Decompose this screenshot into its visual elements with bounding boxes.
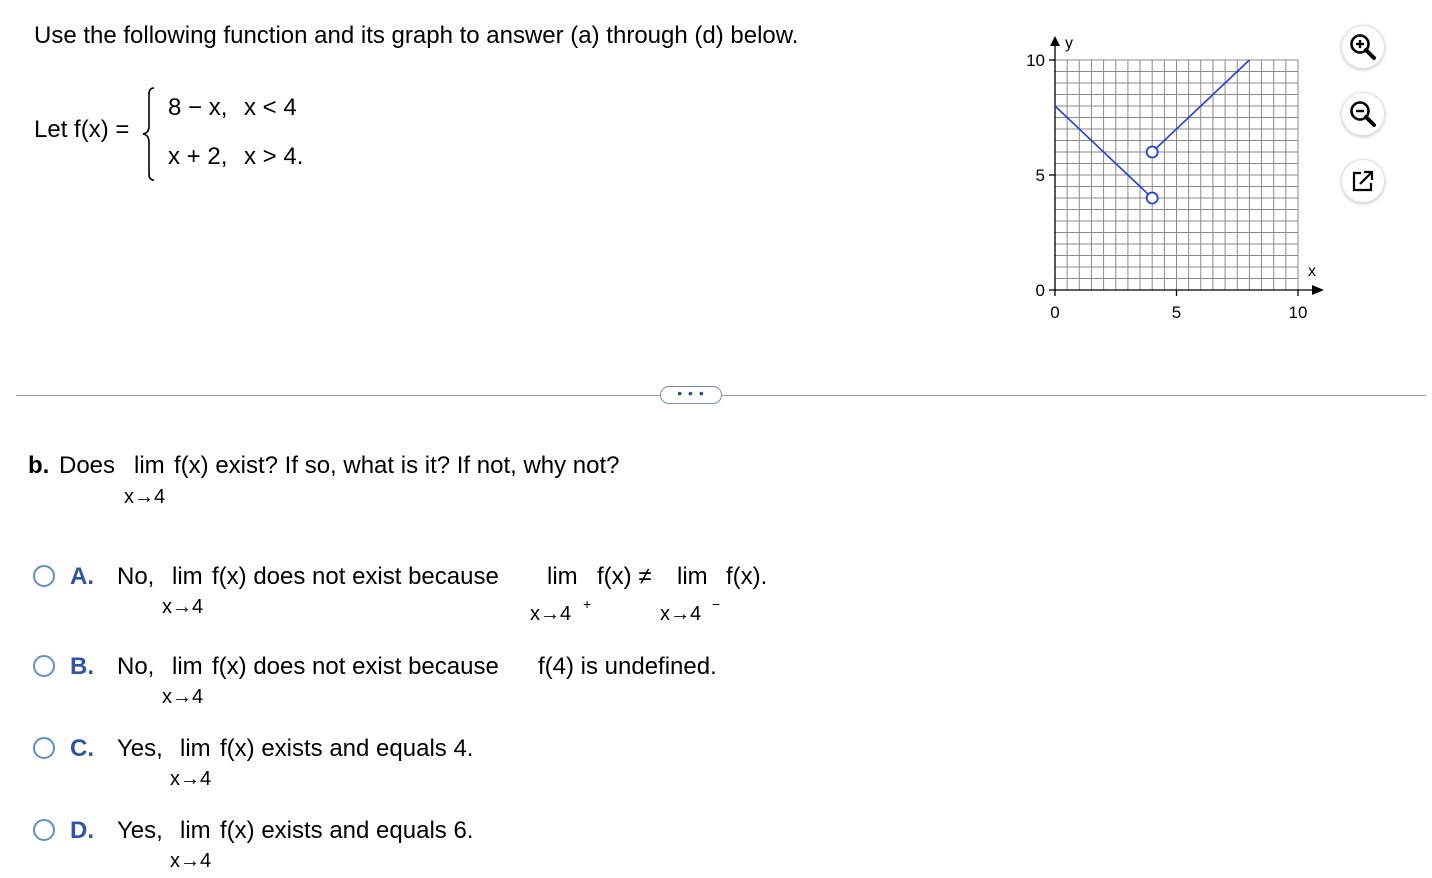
- option-c-text: f(x) exists and equals 4.: [220, 735, 474, 762]
- question-text1: Does: [59, 452, 116, 479]
- option-b-lim: lim: [172, 653, 203, 680]
- option-b-post: f(4) is undefined.: [538, 653, 717, 680]
- pop-out-button[interactable]: [1342, 160, 1384, 202]
- option-d-text: f(x) exists and equals 6.: [220, 817, 474, 844]
- x-tick-label: 10: [1288, 303, 1308, 322]
- brace-icon: [140, 86, 160, 182]
- option-c-lim: lim: [180, 735, 211, 762]
- option-c-radio[interactable]: [33, 737, 55, 759]
- y-tick-label: 10: [1026, 51, 1045, 70]
- option-d-lim: lim: [180, 817, 211, 844]
- option-d-lim-sub: x→4: [170, 850, 212, 872]
- option-b-lim-sub: x→4: [162, 686, 204, 708]
- zoom-in-icon: [1348, 32, 1378, 62]
- option-d-radio[interactable]: [33, 819, 55, 841]
- question-part: [28, 452, 49, 480]
- graph-axes: [1049, 36, 1324, 296]
- option-b-text: f(x) does not exist because: [212, 653, 499, 680]
- option-c-lim-sub: x→4: [170, 768, 212, 790]
- option-d-letter: D.: [70, 817, 94, 844]
- function-graph: [1000, 24, 1340, 330]
- option-a-text: f(x) does not exist because: [212, 563, 499, 590]
- option-b-letter: B.: [70, 653, 94, 680]
- piece1-expr: 8 − x,: [168, 94, 228, 121]
- piece2-cond: x > 4.: [244, 143, 304, 170]
- x-axis-arrow: [1312, 285, 1324, 295]
- option-a-lim: lim: [172, 563, 203, 590]
- option-a-lim3-sub: x→4: [660, 603, 702, 625]
- option-a-lim2: lim: [547, 563, 578, 590]
- y-tick-label: 5: [1035, 166, 1045, 185]
- option-a-lim2-expr: f(x) ≠: [597, 563, 652, 590]
- option-a-pre: No,: [117, 563, 155, 590]
- more-button[interactable]: • • •: [660, 386, 722, 404]
- option-a-lim3-sup: −: [712, 596, 721, 612]
- open-point-1: [1147, 193, 1158, 204]
- y-tick-label: 0: [1035, 281, 1045, 300]
- graph-grid: [1055, 60, 1298, 290]
- zoom-out-icon: [1348, 99, 1378, 129]
- option-a-lim-sub: x→4: [162, 596, 204, 618]
- y-axis-arrow: [1050, 36, 1060, 46]
- pop-out-icon: [1350, 168, 1376, 194]
- zoom-in-button[interactable]: [1342, 26, 1384, 68]
- y-axis-label: y: [1065, 35, 1073, 52]
- option-a-letter: A.: [70, 563, 94, 590]
- question-lim: lim: [134, 452, 165, 479]
- option-b-radio[interactable]: [33, 655, 55, 677]
- option-a-lim2-sup: +: [583, 596, 592, 612]
- option-a-radio[interactable]: [33, 565, 55, 587]
- option-a-lim3: lim: [677, 563, 708, 590]
- piece2-expr: x + 2,: [168, 143, 228, 170]
- option-c-pre: Yes,: [117, 735, 163, 762]
- option-a-lim3-expr: f(x).: [726, 563, 768, 590]
- option-c-letter: C.: [70, 735, 94, 762]
- piece1-cond: x < 4: [244, 94, 297, 121]
- x-axis-label: x: [1308, 263, 1316, 280]
- x-tick-label: 0: [1050, 303, 1060, 322]
- option-d-pre: Yes,: [117, 817, 163, 844]
- x-tick-label: 5: [1171, 303, 1182, 322]
- option-b-pre: No,: [117, 653, 155, 680]
- question-part-label: b.: [28, 452, 50, 479]
- option-a-lim2-sub: x→4: [530, 603, 572, 625]
- zoom-out-button[interactable]: [1342, 93, 1384, 135]
- open-point-2: [1147, 147, 1158, 158]
- question-lim-sub: x→4: [124, 486, 166, 508]
- question-text2: f(x) exist? If so, what is it? If not, why not?: [174, 452, 620, 479]
- intro-text: Use the following function and its graph to answer (a) through (d) below.: [34, 22, 799, 49]
- function-lhs: Let f(x) =: [34, 116, 130, 143]
